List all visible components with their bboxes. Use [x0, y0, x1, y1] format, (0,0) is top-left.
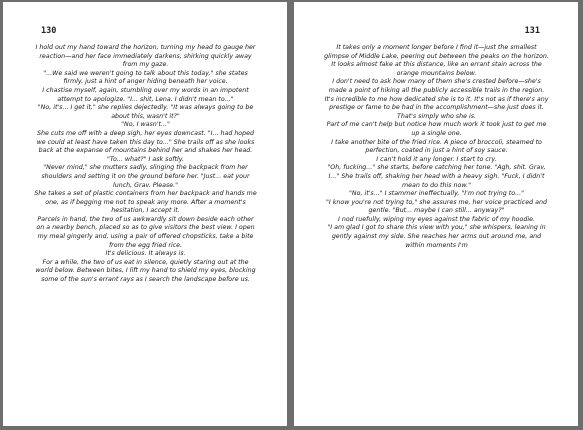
paragraph: It's delicious. It always is.	[105, 250, 186, 258]
paragraph: I don't need to ask how many of them she's crested before—she's made a point of hiking all the publicly accessible trails in the region. It's incredible to me how dedicated she is to it. It's not as if there's any prestige or fame to be had in the accomplishment—she just does it. That's simply who she is.	[324, 78, 549, 120]
paragraph: I chastise myself, again, stumbling over my words in an impotent attempt to apologize. "I... shit, Lena. I didn't mean to..."	[42, 86, 249, 103]
paragraph: "To... what?" I ask softly.	[107, 155, 184, 163]
paragraph: "Oh, fucking..." she starts, before catching her tone. "Agh, shit. Grav, I..." She trails off, shaking her head with a heavy sigh. "Fuck, I didn't mean to do this now."	[327, 164, 546, 189]
paragraph: I nod ruefully, wiping my eyes against the fabric of my hoodie.	[337, 215, 536, 223]
paragraph: She takes a set of plastic containers from her backpack and hands me one, as if begging me not to speak any more. After a moment's hesitation, I accept it.	[34, 190, 257, 215]
paragraph: Parcels in hand, the two of us awkwardly sit down beside each other on a nearby bench, placed so as to give visitors the best view. I open my meal gingerly and, using a pair of offered chopsticks, take a bite from the egg fried rice.	[36, 215, 255, 249]
paragraph: "I know you're not trying to," she assures me, her voice practiced and gentle. "But... maybe I can still... anyway?"	[326, 198, 547, 215]
paragraph: "No, I wasn't..."	[121, 121, 170, 129]
page-body	[33, 44, 258, 285]
paragraph: Part of me can't help but notice how much work it took just to get me up a single one.	[326, 121, 547, 137]
paragraph: It takes only a moment longer before I find it—just the smallest glimpse of Middle Lake, peering out between the peaks on the horizon. It looks almost fake at this distance, like an errant stain across the orange mountains below.	[324, 44, 549, 77]
paragraph: I can't hold it any longer. I start to cry.	[376, 155, 497, 163]
page-number: 130	[41, 26, 57, 36]
paragraph: She cuts me off with a deep sigh, her eyes downcast. "I... had hoped we could at least have taken this day to..." She trails off as she looks back at the expanse of mountains behind her and shakes her head.	[36, 129, 255, 155]
right-page	[294, 2, 578, 426]
paragraph: I take another bite of the fried rice. A piece of broccoli, steamed to perfection, coated in just a hint of soy sauce.	[331, 138, 542, 155]
paragraph: "No, it's... I get it," she replies dejectedly. "It was always going to be about this, wasn't it?"	[37, 104, 254, 120]
page-body	[324, 44, 549, 250]
paragraph: "Never mind," she mutters sadly, slinging the backpack from her shoulders and setting it on the ground before her. "Just... eat your lunch, Grav. Please."	[41, 164, 250, 189]
left-page	[3, 2, 287, 426]
paragraph: "...We said we weren't going to talk about this today," she states firmly, just a hint of anger hiding beneath her voice.	[43, 69, 248, 86]
paragraph: For a while, the two of us eat in silence, quietly staring out at the world below. Between bites, I lift my hand to shield my eyes, blocking some of the sun's errant rays as I search the landscape before us.	[35, 258, 256, 284]
paragraph: I hold out my hand toward the horizon, turning my head to gauge her reaction—and her face immediately darkens, shirking quickly away from my gaze.	[35, 44, 256, 69]
paragraph: "I am glad I got to share this view with you," she whispers, leaning in gently against my side. She reaches her arms out around me, and within moments I'm	[327, 224, 546, 249]
page-number: 131	[524, 26, 540, 36]
paragraph: "No, it's..." I stammer ineffectually, "I'm not trying to..."	[348, 190, 525, 198]
